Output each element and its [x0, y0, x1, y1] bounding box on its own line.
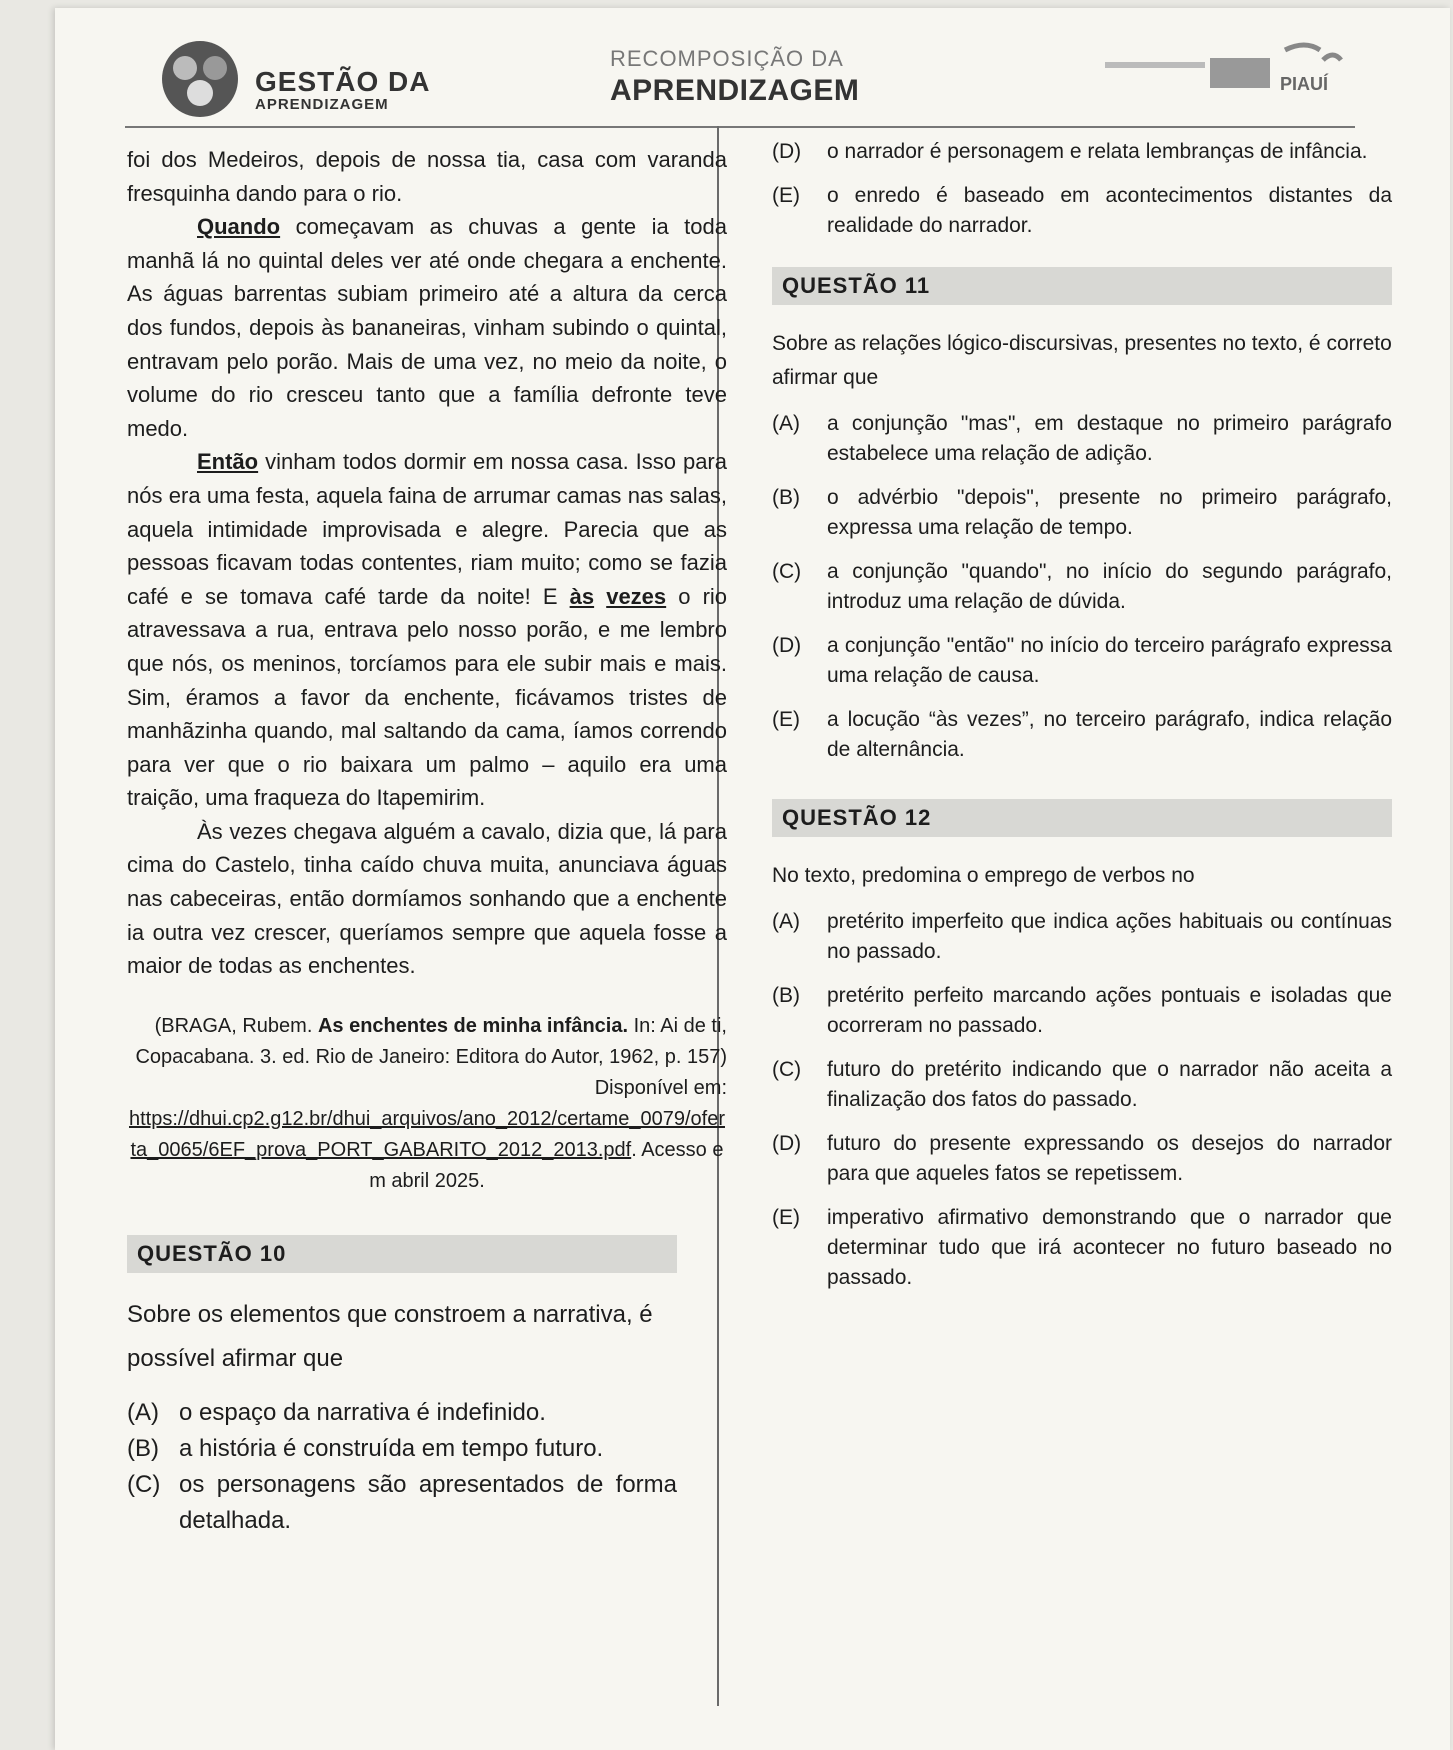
- option-text: a conjunção "então" no início do terceiro parágrafo expressa uma relação de causa.: [827, 634, 1392, 687]
- q12-option-b[interactable]: [772, 981, 1392, 1041]
- q10-option-c[interactable]: [127, 1467, 677, 1539]
- q10-option-e[interactable]: [772, 181, 1392, 241]
- reference-prefix: (BRAGA, Rubem.: [154, 1014, 318, 1037]
- option-text: a locução “às vezes”, no terceiro parágrafo, indica relação de alternância.: [827, 708, 1392, 761]
- question-10-title: QUESTÃO 10: [127, 1235, 677, 1273]
- question-10-intro: Sobre os elementos que constroem a narrativa, é possível afirmar que: [127, 1300, 653, 1372]
- option-letter: (C): [772, 560, 802, 583]
- option-letter: (E): [772, 708, 800, 731]
- question-12-title: QUESTÃO 12: [772, 799, 1392, 837]
- option-letter: (E): [772, 184, 800, 207]
- reference-access: . Acesso em abril 2025.: [369, 1138, 724, 1192]
- page-header: [55, 8, 1450, 128]
- option-letter: (C): [127, 1470, 161, 1498]
- underlined-entao: Então: [197, 449, 259, 475]
- underlined-quando: Quando: [197, 214, 281, 240]
- text-paragraph-3-body: vinham todos dormir em nossa casa. Isso para nós era uma festa, aquela faina de arrumar camas nas salas, aquela intimidade improvisada e alegre. Parecia que as pessoas ficavam todas contentes, riam muito; como se fazia café e se tomava café tarde da noite! E: [127, 449, 727, 609]
- option-text: imperativo afirmativo demonstrando que o narrador que determinar tudo que irá acontecer no futuro baseado no passado.: [827, 1206, 1392, 1289]
- q11-option-c[interactable]: [772, 557, 1392, 617]
- right-column: [772, 123, 1392, 1293]
- text-paragraph-3: [127, 445, 727, 815]
- option-letter: (B): [772, 486, 800, 509]
- q10-option-b[interactable]: [127, 1431, 677, 1467]
- reference-link-line: [127, 1104, 727, 1197]
- text-paragraph-3-cont: o rio atravessava a rua, entrava pelo nosso porão, e me lembro que nós, os meninos, torcíamos para ele subir mais e mais. Sim, éramos a favor da enchente, ficávamos tristes de manhãzinha quando, mal saltando da cama, íamos correndo para ver que o rio baixara um palmo – aquilo era uma traição, uma fraqueza do Itapemirim.: [127, 583, 728, 811]
- q12-option-d[interactable]: [772, 1129, 1392, 1189]
- question-10: [127, 1235, 677, 1539]
- question-12: [772, 799, 1392, 1293]
- q12-option-e[interactable]: [772, 1203, 1392, 1293]
- text-paragraph-1: foi dos Medeiros, depois de nossa tia, casa com varanda fresquinha dando para o rio.: [127, 147, 727, 206]
- option-text: a conjunção "quando", no início do segundo parágrafo, introduz uma relação de dúvida.: [827, 560, 1392, 613]
- piaui-government-logo-icon: [1105, 40, 1345, 100]
- piaui-label: PIAUÍ: [1280, 74, 1329, 94]
- text-paragraph-2: [127, 210, 727, 445]
- option-text: o advérbio "depois", presente no primeiro parágrafo, expressa uma relação de tempo.: [827, 486, 1392, 539]
- q12-option-c[interactable]: [772, 1055, 1392, 1115]
- q12-option-a[interactable]: [772, 907, 1392, 967]
- option-text: o narrador é personagem e relata lembranças de infância.: [827, 140, 1368, 163]
- option-letter: (D): [772, 634, 802, 657]
- exam-sheet: [55, 8, 1450, 1750]
- q10-option-a[interactable]: [127, 1395, 677, 1431]
- option-letter: (D): [772, 140, 802, 163]
- reference-source: In: Ai de ti, Copacabana. 3. ed. Rio de Janeiro: Editora do Autor, 1962, p. 157) Disponível em:: [135, 1014, 727, 1099]
- recomposicao-logo-top: RECOMPOSIÇÃO DA: [610, 46, 844, 71]
- q11-option-b[interactable]: [772, 483, 1392, 543]
- option-text: o espaço da narrativa é indefinido.: [179, 1398, 546, 1426]
- question-11-intro: Sobre as relações lógico-discursivas, presentes no texto, é correto afirmar que: [772, 332, 1392, 389]
- option-letter: (D): [772, 1132, 802, 1155]
- left-column: [127, 143, 727, 1539]
- option-text: os personagens são apresentados de forma detalhada.: [179, 1470, 677, 1534]
- option-text: o enredo é baseado em acontecimentos distantes da realidade do narrador.: [827, 184, 1392, 237]
- option-letter: (C): [772, 1058, 802, 1081]
- option-text: futuro do pretérito indicando que o narrador não aceita a finalização dos fatos do passado.: [827, 1058, 1392, 1111]
- question-11: [772, 267, 1392, 765]
- option-text: pretérito perfeito marcando ações pontuais e isoladas que ocorreram no passado.: [827, 984, 1392, 1037]
- option-letter: (A): [772, 412, 800, 435]
- option-text: futuro do presente expressando os desejos do narrador para que aqueles fatos se repetissem.: [827, 1132, 1392, 1185]
- text-paragraph-2-body: começavam as chuvas a gente ia toda manhã lá no quintal deles ver até onde chegara a enchente. As águas barrentas subiam primeiro até a altura da cerca dos fundos, depois às bananeiras, vinham subindo o quintal, entravam pelo porão. Mais de uma vez, no meio da noite, o volume do rio cresceu tanto que a família defronte teve medo.: [127, 214, 727, 441]
- option-letter: (E): [772, 1206, 800, 1229]
- option-text: a conjunção "mas", em destaque no primeiro parágrafo estabelece uma relação de adição.: [827, 412, 1392, 465]
- recomposicao-logo-bottom: APRENDIZAGEM: [610, 74, 860, 107]
- reference-title: As enchentes de minha infância.: [317, 1014, 629, 1037]
- q11-option-e[interactable]: [772, 705, 1392, 765]
- option-letter: (A): [127, 1398, 159, 1426]
- q11-option-a[interactable]: [772, 409, 1392, 469]
- option-letter: (B): [772, 984, 800, 1007]
- logo-title: GESTÃO DA: [255, 66, 431, 97]
- gestao-aprendizagem-logo-icon: [155, 38, 245, 120]
- question-12-intro: No texto, predomina o emprego de verbos no: [772, 864, 1195, 887]
- recomposicao-logo: [610, 46, 859, 108]
- q11-option-d[interactable]: [772, 631, 1392, 691]
- logo-subtitle: APRENDIZAGEM: [255, 96, 389, 113]
- text-reference: [127, 1011, 727, 1197]
- option-letter: (B): [127, 1434, 159, 1462]
- reference-link[interactable]: https://dhui.cp2.g12.br/dhui_arquivos/ano_2012/certame_0079/oferta_0065/6EF_prova_PORT_GABARITO_2012_2013.pdf: [129, 1107, 725, 1161]
- underlined-as: às: [569, 583, 595, 609]
- text-paragraph-4: Às vezes chegava alguém a cavalo, dizia que, lá para cima do Castelo, tinha caído chuva muita, anunciava águas nas cabeceiras, então dormíamos sonhando que a enchente ia outra vez crescer, queríamos sempre que aquela fosse a maior de todas as enchentes.: [127, 818, 727, 979]
- underlined-vezes: vezes: [606, 583, 667, 609]
- option-letter: (A): [772, 910, 800, 933]
- question-11-title: QUESTÃO 11: [772, 267, 1392, 305]
- option-text: pretérito imperfeito que indica ações habituais ou contínuas no passado.: [827, 910, 1392, 963]
- q10-option-d[interactable]: [772, 137, 1392, 167]
- gestao-aprendizagem-logo-text: [255, 68, 430, 113]
- option-text: a história é construída em tempo futuro.: [179, 1434, 604, 1462]
